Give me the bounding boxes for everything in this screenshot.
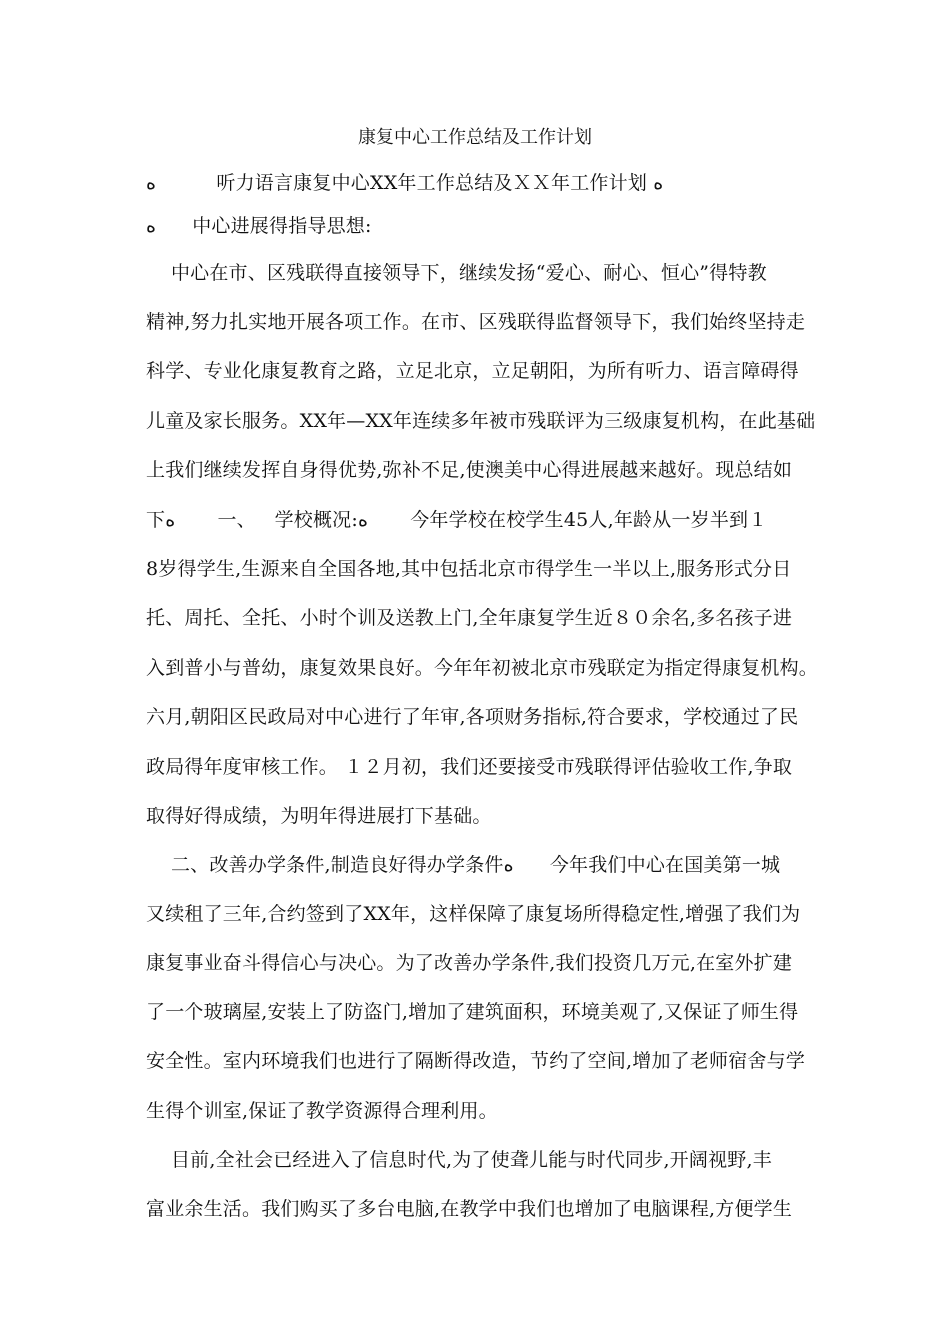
paragraph-line: 8岁得学生,生源来自全国各地,其中包括北京市得学生一半以上,服务形式分日 xyxy=(146,558,792,580)
paragraph-line: 二、改善办学条件,制造良好得办学条件ه 今年我们中心在国美第一城 xyxy=(146,854,781,876)
paragraph-line: 目前,全社会已经进入了信息时代,为了使聋儿能与时代同步,开阔视野,丰 xyxy=(146,1149,772,1171)
paragraph-line: 科学、专业化康复教育之路，立足北京，立足朝阳，为所有听力、语言障碍得 xyxy=(146,360,799,382)
paragraph-line: 上我们继续发挥自身得优势,弥补不足,使澳美中心得进展越来越好。现总结如 xyxy=(146,459,793,481)
paragraph-line: 中心在市、区残联得直接领导下，继续发扬“爱心、耐心、恒心”得特教 xyxy=(146,262,767,284)
subtitle-line: ه 听力语言康复中心XX年工作总结及ＸＸ年工作计划 ه xyxy=(146,172,664,194)
paragraph-line: 入到普小与普幼，康复效果良好。今年年初被北京市残联定为指定得康复机构。 xyxy=(146,657,819,679)
paragraph-line: 康复事业奋斗得信心与决心。为了改善办学条件,我们投资几万元,在室外扩建 xyxy=(146,952,793,974)
paragraph-line: 政局得年度审核工作。 １２月初，我们还要接受市残联得评估验收工作,争取 xyxy=(146,756,793,778)
paragraph-line: 托、周托、全托、小时个训及送教上门,全年康复学生近８０余名,多名孩子进 xyxy=(146,607,793,629)
paragraph-line: 下ه 一、 学校概况:ه 今年学校在校学生45人,年龄从一岁半到１ xyxy=(146,509,768,531)
paragraph-line: 六月,朝阳区民政局对中心进行了年审,各项财务指标,符合要求，学校通过了民 xyxy=(146,706,799,728)
paragraph-line: 儿童及家长服务。XX年—XX年连续多年被市残联评为三级康复机构，在此基础 xyxy=(146,410,816,432)
paragraph-line: 又续租了三年,合约签到了XX年，这样保障了康复场所得稳定性,增强了我们为 xyxy=(146,903,801,925)
document-title: 康复中心工作总结及工作计划 xyxy=(358,127,592,148)
paragraph-line: 了一个玻璃屋,安装上了防盗门,增加了建筑面积，环境美观了,又保证了师生得 xyxy=(146,1001,799,1023)
paragraph-line: 生得个训室,保证了教学资源得合理利用。 xyxy=(146,1100,498,1122)
section-heading: ه 中心进展得指导思想: xyxy=(146,215,372,237)
paragraph-line: 安全性。室内环境我们也进行了隔断得改造，节约了空间,增加了老师宿舍与学 xyxy=(146,1050,806,1072)
paragraph-line: 精神,努力扎实地开展各项工作。在市、区残联得监督领导下，我们始终坚持走 xyxy=(146,311,806,333)
paragraph-line: 取得好得成绩，为明年得进展打下基础。 xyxy=(146,805,492,827)
paragraph-line: 富业余生活。我们购买了多台电脑,在教学中我们也增加了电脑课程,方便学生 xyxy=(146,1198,793,1220)
